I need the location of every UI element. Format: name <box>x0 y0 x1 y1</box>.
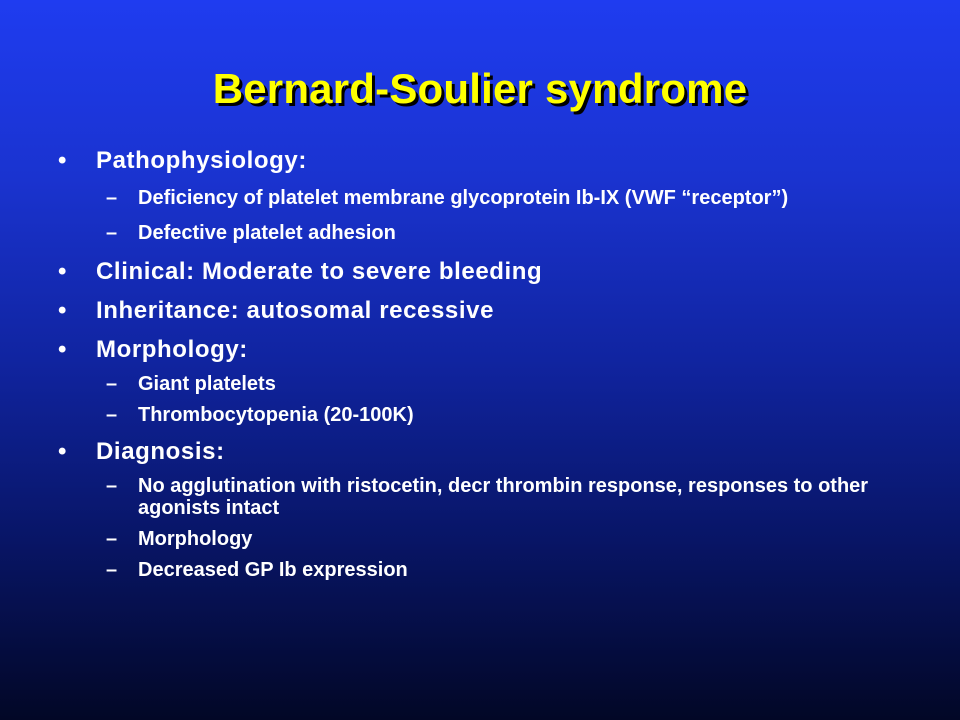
sub-bullet-item <box>58 559 918 581</box>
sub-bullet-item <box>58 528 918 550</box>
bullet-list <box>58 144 918 581</box>
bullet-item <box>58 257 918 287</box>
bullet-marker: • <box>58 147 67 174</box>
bullet-marker: • <box>58 438 67 465</box>
sub-bullet-text: Decreased GP Ib expression <box>138 559 408 581</box>
dash-marker: – <box>106 559 118 581</box>
bullet-marker: • <box>58 258 67 285</box>
bullet-marker: • <box>58 336 67 363</box>
dash-marker: – <box>106 222 118 244</box>
sub-bullet-text: No agglutination with ristocetin, decr thrombin response, responses to other agonists intact <box>138 475 869 519</box>
sub-bullet-text: Thrombocytopenia (20-100K) <box>138 404 414 426</box>
dash-marker: – <box>106 475 118 497</box>
bullet-item <box>58 437 918 467</box>
bullet-text: Clinical: Moderate to severe bleeding <box>96 258 543 285</box>
sub-bullet-item <box>58 373 918 395</box>
sub-bullet-item <box>58 187 918 209</box>
sub-bullet-text: Morphology <box>138 528 253 550</box>
sub-bullet-item <box>58 222 918 244</box>
dash-marker: – <box>106 404 118 426</box>
dash-marker: – <box>106 528 118 550</box>
bullet-marker: • <box>58 297 67 324</box>
dash-marker: – <box>106 187 118 209</box>
sub-bullet-text: Giant platelets <box>138 373 276 395</box>
bullet-item <box>58 146 918 176</box>
sub-bullet-item <box>58 475 918 519</box>
sub-bullet-text: Deficiency of platelet membrane glycoprotein Ib-IX (VWF “receptor”) <box>138 187 789 209</box>
bullet-text: Morphology: <box>96 336 248 363</box>
dash-marker: – <box>106 373 118 395</box>
bullet-item <box>58 296 918 326</box>
bullet-text: Diagnosis: <box>96 438 225 465</box>
sub-bullet-text: Defective platelet adhesion <box>138 222 396 244</box>
sub-bullet-item <box>58 404 918 426</box>
bullet-item <box>58 335 918 365</box>
bullet-text: Inheritance: autosomal recessive <box>96 297 495 324</box>
slide-title: Bernard-Soulier syndrome <box>212 65 748 112</box>
bullet-text: Pathophysiology: <box>96 147 307 174</box>
